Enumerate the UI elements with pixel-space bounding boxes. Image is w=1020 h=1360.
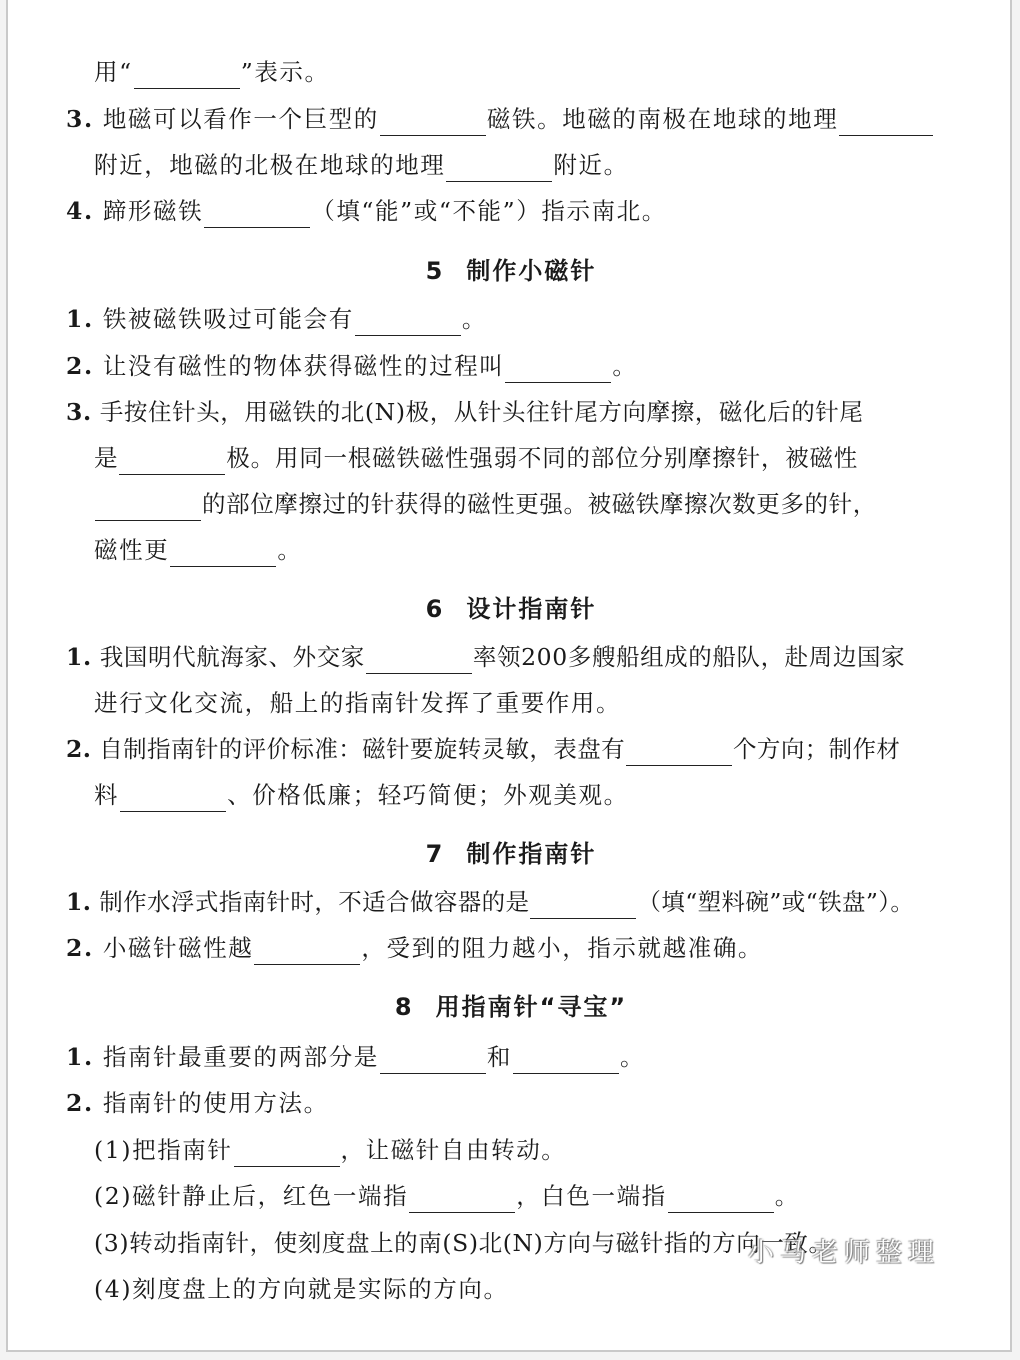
question-line [8,395,1014,429]
answer-blank[interactable] [204,199,310,228]
answer-blank[interactable] [380,107,486,136]
question-text: 。 [277,536,303,564]
section-title: 设计指南针 [466,595,597,623]
question-text: 指南针最重要的两部分是 [102,1043,379,1071]
answer-blank[interactable] [170,538,276,567]
section-title: 制作指南针 [466,840,597,868]
question-text: 。 [612,352,638,380]
question-text: 料 [94,781,120,809]
section-number: 6 [425,595,445,623]
question-line [8,885,1014,919]
question-text: 指南针的使用方法。 [102,1089,329,1117]
question-text: 个方向；制作材 [733,735,901,763]
question-line [8,148,1014,182]
answer-blank[interactable] [119,446,225,475]
question-text: 极。用同一根磁铁磁性强弱不同的部位分别摩擦针，被磁性 [226,444,859,472]
section-number: 8 [394,993,414,1021]
question-text: 磁性更 [94,536,170,564]
question-text: 进行文化交流，船上的指南针发挥了重要作用。 [94,689,622,717]
question-text: 和 [486,1043,513,1071]
question-text: ”表示。 [240,58,330,86]
question-line [8,302,1014,336]
answer-blank[interactable] [839,107,933,136]
question-line [8,194,1014,228]
section-number: 5 [425,257,445,285]
section-number: 7 [425,840,445,868]
section-heading [8,990,1014,1024]
answer-blank[interactable] [380,1045,486,1074]
question-line [8,349,1014,383]
question-text: (4)刻度盘上的方向就是实际的方向。 [94,1275,509,1303]
question-number: 3. [66,398,92,426]
question-text: 我国明代航海家、外交家 [99,643,365,671]
question-line [8,732,1014,766]
question-line [8,533,1014,567]
question-text: 铁被磁铁吸过可能会有 [102,305,354,333]
question-text: 的部位摩擦过的针获得的磁性更强。被磁铁摩擦次数更多的针， [202,490,877,518]
question-text: ，让磁针自由转动。 [340,1136,567,1164]
question-text: 是 [94,444,119,472]
question-text: 手按住针头，用磁铁的北(N)极，从针头往针尾方向摩擦，磁化后的针尾 [99,398,864,426]
section-heading [8,592,1014,626]
question-line [8,55,1014,89]
question-line [8,640,1014,674]
section-title: 用指南针“寻宝” [435,993,628,1021]
worksheet-page [6,0,1012,1352]
question-text: (2)磁针静止后，红色一端指 [94,1182,409,1210]
question-number: 2. [66,1089,94,1117]
question-number: 1. [66,305,94,333]
question-text: 让没有磁性的物体获得磁性的过程叫 [102,352,505,380]
answer-blank[interactable] [254,936,360,965]
question-text: 小磁针磁性越 [102,934,254,962]
question-number: 1. [66,643,92,671]
question-line [8,931,1014,965]
question-number: 4. [66,197,94,225]
question-text: ，白色一端指 [516,1182,667,1210]
watermark: 小马老师整理 [748,1238,941,1268]
question-text: 、价格低廉；轻巧简便；外观美观。 [227,781,629,809]
question-line [8,778,1014,812]
question-text: （填“塑料碗”或“铁盘”）。 [637,888,915,916]
answer-blank[interactable] [366,645,472,674]
answer-blank[interactable] [505,354,611,383]
answer-blank[interactable] [530,890,636,919]
question-line [8,102,1014,136]
answer-blank[interactable] [626,737,732,766]
answer-blank[interactable] [513,1045,619,1074]
question-text: 用“ [94,58,133,86]
question-line [8,487,1014,521]
question-number: 1. [66,888,92,916]
question-text: ，受到的阻力越小，指示就越准确。 [361,934,764,962]
question-text: 。 [774,1182,800,1210]
answer-blank[interactable] [446,153,552,182]
question-number: 1. [66,1043,94,1071]
question-text: 。 [461,305,487,333]
question-line [8,686,1014,720]
answer-blank[interactable] [668,1184,774,1213]
question-text: 地磁可以看作一个巨型的 [102,105,379,133]
question-number: 3. [66,105,94,133]
section-heading [8,254,1014,288]
question-line [8,1133,1014,1167]
section-heading [8,837,1014,871]
question-line [8,441,1014,475]
question-text: 率领200多艘船组成的船队，赴周边国家 [472,643,906,671]
answer-blank[interactable] [234,1138,340,1167]
question-text: 磁铁。地磁的南极在地球的地理 [486,105,839,133]
answer-blank[interactable] [134,60,240,89]
question-number: 2. [66,352,94,380]
question-text: (1)把指南针 [94,1136,233,1164]
question-text: (3)转动指南针，使刻度盘上的南(S)北(N)方向与磁针指的方向一致。 [94,1229,833,1257]
question-line [8,1179,1014,1213]
answer-blank[interactable] [95,492,201,521]
question-number: 2. [66,735,92,763]
answer-blank[interactable] [409,1184,515,1213]
section-title: 制作小磁针 [466,257,597,285]
question-text: 蹄形磁铁 [102,197,204,225]
question-text: （填“能”或“不能”）指示南北。 [311,197,667,225]
question-text: 附近，地磁的北极在地球的地理 [94,151,446,179]
answer-blank[interactable] [355,307,461,336]
question-line [8,1272,1014,1306]
answer-blank[interactable] [120,783,226,812]
question-text: 制作水浮式指南针时，不适合做容器的是 [99,888,530,916]
question-text: 自制指南针的评价标准：磁针要旋转灵敏，表盘有 [99,735,626,763]
question-line [8,1040,1014,1074]
question-text: 附近。 [553,151,629,179]
question-number: 2. [66,934,94,962]
question-line [8,1086,1014,1120]
question-text: 。 [620,1043,646,1071]
